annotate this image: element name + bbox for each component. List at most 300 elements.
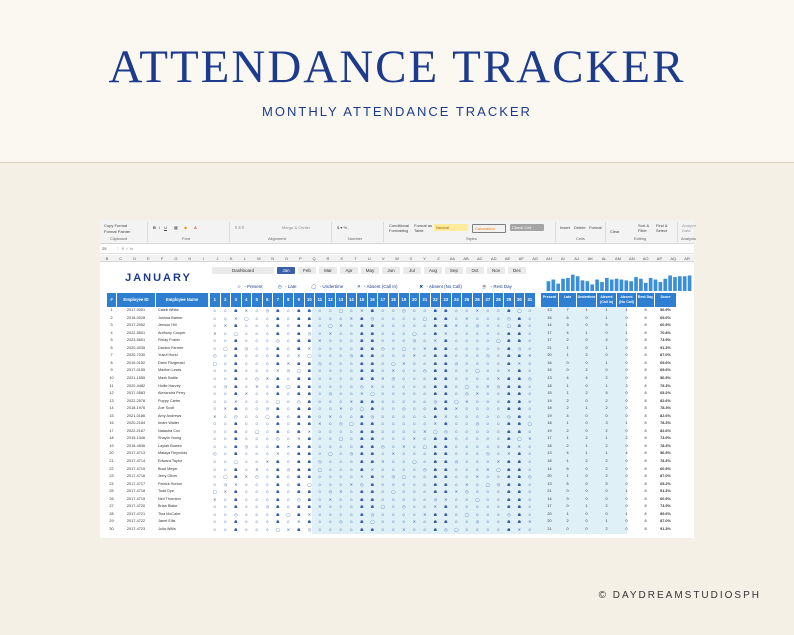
day-status[interactable]: ☺ xyxy=(401,421,406,427)
column-letter[interactable]: F xyxy=(160,256,164,261)
day-status[interactable]: ☺ xyxy=(454,511,459,517)
day-status[interactable]: ☺ xyxy=(223,436,228,442)
day-status[interactable]: ◯ xyxy=(244,315,249,321)
day-status[interactable]: ☗ xyxy=(433,413,438,419)
day-status[interactable]: ☺ xyxy=(349,383,354,389)
column-letter[interactable]: O xyxy=(284,256,289,261)
day-status[interactable]: ☗ xyxy=(507,330,511,336)
day-status[interactable]: ☗ xyxy=(307,436,312,442)
day-status[interactable]: ☗ xyxy=(276,496,280,502)
day-status[interactable]: ☗ xyxy=(297,406,301,412)
day-status[interactable]: ☺ xyxy=(265,353,270,359)
day-status[interactable]: ☺ xyxy=(380,436,385,442)
day-status[interactable]: ☺ xyxy=(244,451,249,457)
day-status[interactable]: ☺ xyxy=(265,451,270,457)
day-status[interactable]: ☺ xyxy=(254,504,259,510)
day-status[interactable]: ☺ xyxy=(328,459,333,464)
day-status[interactable]: ☗ xyxy=(307,375,312,381)
day-status[interactable]: ☗ xyxy=(507,353,511,359)
day-status[interactable]: ☺ xyxy=(527,466,532,472)
day-status[interactable]: ☗ xyxy=(507,489,511,495)
day-status[interactable]: ☺ xyxy=(380,308,385,313)
day-status[interactable]: ☺ xyxy=(422,353,427,359)
column-letter[interactable]: L xyxy=(243,256,247,261)
day-status[interactable]: ☺ xyxy=(412,466,417,472)
day-status[interactable]: ◯ xyxy=(275,398,281,404)
day-status[interactable]: ✕ xyxy=(213,413,217,419)
day-status[interactable]: ☺ xyxy=(412,504,417,510)
day-status[interactable]: ☺ xyxy=(475,338,480,344)
day-status[interactable]: ✕ xyxy=(423,511,427,517)
day-status[interactable]: ☺ xyxy=(412,391,417,397)
day-status[interactable]: ☺ xyxy=(223,466,228,472)
day-status[interactable]: ◷ xyxy=(307,330,312,336)
day-status[interactable]: ☺ xyxy=(244,459,249,464)
day-status[interactable]: ☺ xyxy=(244,330,249,336)
day-status[interactable]: ☗ xyxy=(360,338,364,344)
day-status[interactable]: ◷ xyxy=(475,519,480,525)
day-status[interactable]: ☺ xyxy=(454,353,459,359)
day-status[interactable]: ☺ xyxy=(317,330,322,336)
day-status[interactable]: ☺ xyxy=(328,511,333,517)
day-status[interactable]: ☺ xyxy=(254,413,259,419)
day-status[interactable]: ◷ xyxy=(391,375,396,381)
day-status[interactable]: ✕ xyxy=(507,451,511,457)
day-status[interactable]: ☗ xyxy=(297,474,301,480)
day-status[interactable]: ✕ xyxy=(496,459,501,464)
day-status[interactable]: ☺ xyxy=(422,375,427,381)
day-status[interactable]: ☺ xyxy=(485,391,490,397)
day-status[interactable]: ☺ xyxy=(391,345,396,351)
day-status[interactable]: ☺ xyxy=(401,519,406,525)
day-status[interactable]: ✕ xyxy=(528,353,532,359)
day-status[interactable]: ☺ xyxy=(328,360,333,366)
day-status[interactable]: ☺ xyxy=(475,413,480,419)
day-status[interactable]: ◷ xyxy=(339,421,343,427)
day-status[interactable]: ☺ xyxy=(254,338,259,344)
day-status[interactable]: ☺ xyxy=(496,360,501,366)
day-status[interactable]: ☺ xyxy=(496,323,501,329)
day-status[interactable]: ☺ xyxy=(464,421,469,427)
day-status[interactable]: ☗ xyxy=(276,428,280,434)
day-status[interactable]: ☺ xyxy=(412,451,417,457)
day-status[interactable]: ✕ xyxy=(475,308,480,313)
day-status[interactable]: ◷ xyxy=(213,353,217,359)
day-status[interactable]: ☺ xyxy=(391,519,396,525)
day-status[interactable]: ☗ xyxy=(507,466,511,472)
day-status[interactable]: ☺ xyxy=(380,489,385,495)
day-status[interactable]: ☗ xyxy=(297,375,301,381)
day-status[interactable]: ☺ xyxy=(380,353,385,359)
clear-button[interactable]: Clear xyxy=(610,229,620,234)
table-row[interactable] xyxy=(100,503,694,510)
day-status[interactable]: ☺ xyxy=(401,459,406,464)
day-status[interactable]: ☗ xyxy=(444,474,448,480)
day-status[interactable]: ☺ xyxy=(212,375,217,381)
day-status[interactable]: ☺ xyxy=(454,481,459,487)
day-status[interactable]: ☺ xyxy=(485,421,490,427)
day-status[interactable]: ☺ xyxy=(254,481,259,487)
day-status[interactable]: ☗ xyxy=(433,323,438,329)
day-status[interactable]: ☺ xyxy=(212,421,217,427)
table-row[interactable] xyxy=(100,375,694,382)
day-status[interactable]: ☺ xyxy=(380,451,385,457)
day-status[interactable]: ☺ xyxy=(401,353,406,359)
day-status[interactable]: ☺ xyxy=(338,443,343,449)
day-status[interactable]: ◯ xyxy=(338,436,344,442)
day-status[interactable]: ✕ xyxy=(276,368,280,374)
day-status[interactable]: ◷ xyxy=(244,345,249,351)
day-status[interactable]: ☺ xyxy=(422,398,427,404)
day-status[interactable]: ☗ xyxy=(276,504,280,510)
day-status[interactable]: ☗ xyxy=(360,360,364,366)
day-status[interactable]: ☗ xyxy=(360,511,364,517)
day-status[interactable]: ✕ xyxy=(328,330,333,336)
column-letter[interactable]: AL xyxy=(601,256,607,261)
column-letter[interactable]: AI xyxy=(560,256,565,261)
day-status[interactable]: ☗ xyxy=(517,338,522,344)
day-status[interactable]: ☺ xyxy=(485,315,490,321)
column-letter[interactable]: AQ xyxy=(670,256,677,261)
column-letter[interactable]: S xyxy=(340,256,344,261)
day-status[interactable]: ☺ xyxy=(422,383,427,389)
day-status[interactable]: ☗ xyxy=(444,406,448,412)
day-status[interactable]: ✕ xyxy=(433,338,438,344)
table-row[interactable] xyxy=(100,390,694,397)
day-status[interactable]: ✕ xyxy=(286,443,291,449)
day-status[interactable]: ☺ xyxy=(212,383,217,389)
day-status[interactable]: ☺ xyxy=(485,489,490,495)
day-status[interactable]: ☺ xyxy=(422,496,427,502)
day-status[interactable]: ☗ xyxy=(444,308,448,313)
day-status[interactable]: ◷ xyxy=(454,459,459,464)
day-status[interactable]: ✕ xyxy=(234,398,238,404)
day-status[interactable]: ☺ xyxy=(212,338,217,344)
day-status[interactable]: ☺ xyxy=(223,526,228,532)
day-status[interactable]: ☗ xyxy=(307,391,312,397)
day-status[interactable]: ☗ xyxy=(234,383,238,389)
day-status[interactable]: ◷ xyxy=(318,360,322,366)
column-letter[interactable]: J xyxy=(216,256,219,261)
day-status[interactable]: ☗ xyxy=(297,413,301,419)
day-status[interactable]: ✕ xyxy=(454,489,459,495)
day-status[interactable]: ◯ xyxy=(422,443,428,449)
day-status[interactable]: ☺ xyxy=(454,466,459,472)
day-status[interactable]: ☺ xyxy=(349,391,354,397)
day-status[interactable]: ☗ xyxy=(507,406,511,412)
day-status[interactable]: ☗ xyxy=(433,391,438,397)
day-status[interactable]: ◯ xyxy=(212,489,218,495)
day-status[interactable]: ☺ xyxy=(527,526,532,532)
tab-dashboard[interactable]: Dashboard xyxy=(212,267,274,274)
day-status[interactable]: ☺ xyxy=(328,466,333,472)
day-status[interactable]: ◯ xyxy=(296,368,302,374)
day-status[interactable]: ☗ xyxy=(360,421,364,427)
day-status[interactable]: ☗ xyxy=(276,315,280,321)
day-status[interactable]: ☺ xyxy=(485,443,490,449)
day-status[interactable]: ☗ xyxy=(234,353,238,359)
day-status[interactable]: ☺ xyxy=(412,474,417,480)
day-status[interactable]: ☺ xyxy=(412,398,417,404)
day-status[interactable]: ☺ xyxy=(464,413,469,419)
day-status[interactable]: ☺ xyxy=(496,474,501,480)
underline-icon[interactable]: U xyxy=(164,225,167,230)
day-status[interactable]: ☺ xyxy=(475,406,480,412)
day-status[interactable]: ☺ xyxy=(412,323,417,329)
day-status[interactable]: ☺ xyxy=(338,511,343,517)
day-status[interactable]: ◷ xyxy=(234,413,238,419)
day-status[interactable]: ☗ xyxy=(307,519,312,525)
day-status[interactable]: ☺ xyxy=(317,398,322,404)
day-status[interactable]: ◷ xyxy=(528,474,532,480)
day-status[interactable]: ☗ xyxy=(507,345,511,351)
day-status[interactable]: ☗ xyxy=(276,353,280,359)
day-status[interactable]: ☺ xyxy=(349,489,354,495)
day-status[interactable]: ☺ xyxy=(212,526,217,532)
day-status[interactable]: ◷ xyxy=(454,360,459,366)
day-status[interactable]: ☺ xyxy=(527,428,532,434)
day-status[interactable]: ☺ xyxy=(464,406,469,412)
day-status[interactable]: ☺ xyxy=(412,428,417,434)
day-status[interactable]: ☺ xyxy=(223,353,228,359)
day-status[interactable]: ☗ xyxy=(517,466,522,472)
day-status[interactable]: ☺ xyxy=(422,436,427,442)
day-status[interactable]: ☺ xyxy=(244,504,249,510)
day-status[interactable]: ☗ xyxy=(297,526,301,532)
day-status[interactable]: ☗ xyxy=(234,519,238,525)
day-status[interactable]: ☺ xyxy=(454,368,459,374)
day-status[interactable]: ✕ xyxy=(433,421,438,427)
day-status[interactable]: ☗ xyxy=(507,526,511,532)
day-status[interactable]: ☺ xyxy=(254,451,259,457)
day-status[interactable]: ☺ xyxy=(349,519,354,525)
day-status[interactable]: ☺ xyxy=(254,443,259,449)
day-status[interactable]: ☺ xyxy=(485,308,490,313)
day-status[interactable]: ☺ xyxy=(496,421,501,427)
day-status[interactable]: ◷ xyxy=(402,406,406,412)
column-letter[interactable]: AO xyxy=(642,256,649,261)
day-status[interactable]: ☗ xyxy=(307,308,312,313)
day-status[interactable]: ◷ xyxy=(255,375,259,381)
day-status[interactable]: ✕ xyxy=(339,489,343,495)
day-status[interactable]: ✕ xyxy=(433,504,438,510)
day-status[interactable]: ☗ xyxy=(433,474,438,480)
day-status[interactable]: ☺ xyxy=(328,481,333,487)
day-status[interactable]: ☺ xyxy=(317,308,322,313)
day-status[interactable]: ☺ xyxy=(485,345,490,351)
day-status[interactable]: ☺ xyxy=(454,496,459,502)
day-status[interactable]: ☗ xyxy=(517,489,522,495)
day-status[interactable]: ✕ xyxy=(244,474,249,480)
day-status[interactable]: ☺ xyxy=(349,338,354,344)
day-status[interactable]: ☗ xyxy=(370,436,375,442)
day-status[interactable]: ☺ xyxy=(317,436,322,442)
day-status[interactable]: ☺ xyxy=(527,504,532,510)
day-status[interactable]: ✕ xyxy=(328,413,333,419)
day-status[interactable]: ☗ xyxy=(360,323,364,329)
border-icon[interactable]: ▦ xyxy=(174,225,178,230)
day-status[interactable]: ☺ xyxy=(254,315,259,321)
day-status[interactable]: ☗ xyxy=(507,308,511,313)
day-status[interactable]: ☺ xyxy=(475,383,480,389)
day-status[interactable]: ☺ xyxy=(401,451,406,457)
day-status[interactable]: ◷ xyxy=(433,496,438,502)
day-status[interactable]: ☗ xyxy=(444,481,448,487)
day-status[interactable]: ☺ xyxy=(464,345,469,351)
day-status[interactable]: ☺ xyxy=(286,353,291,359)
column-letter[interactable]: Q xyxy=(312,256,316,261)
day-status[interactable]: ☗ xyxy=(276,360,280,366)
column-letter[interactable]: AJ xyxy=(574,256,579,261)
day-status[interactable]: ☗ xyxy=(360,436,364,442)
day-status[interactable]: ◯ xyxy=(359,406,365,412)
day-status[interactable]: ☺ xyxy=(380,338,385,344)
day-status[interactable]: ◯ xyxy=(328,451,333,457)
paste-button[interactable]: Copy Format xyxy=(104,223,128,228)
day-status[interactable]: ◯ xyxy=(454,398,459,404)
day-status[interactable]: ◷ xyxy=(381,345,385,351)
day-status[interactable]: ☺ xyxy=(422,406,427,412)
table-row[interactable] xyxy=(100,428,694,435)
day-status[interactable]: ☺ xyxy=(317,353,322,359)
day-status[interactable]: ☺ xyxy=(328,345,333,351)
day-status[interactable]: ☺ xyxy=(212,315,217,321)
day-status[interactable]: ☗ xyxy=(370,459,375,464)
day-status[interactable]: ☺ xyxy=(286,496,291,502)
day-status[interactable]: ◯ xyxy=(475,368,480,374)
day-status[interactable]: ☺ xyxy=(422,519,427,525)
column-letter[interactable]: AD xyxy=(490,256,497,261)
day-status[interactable]: ☺ xyxy=(527,443,532,449)
day-status[interactable]: ☺ xyxy=(328,428,333,434)
day-status[interactable]: ☺ xyxy=(412,315,417,321)
day-status[interactable]: ☺ xyxy=(338,451,343,457)
day-status[interactable]: ☺ xyxy=(223,443,228,449)
day-status[interactable]: ☺ xyxy=(422,504,427,510)
day-status[interactable]: ☗ xyxy=(370,489,375,495)
day-status[interactable]: ☺ xyxy=(422,391,427,397)
day-status[interactable]: ☺ xyxy=(422,330,427,336)
table-row[interactable] xyxy=(100,345,694,352)
day-status[interactable]: ☺ xyxy=(464,323,469,329)
day-status[interactable]: ✕ xyxy=(349,315,354,321)
day-status[interactable]: ✕ xyxy=(360,308,364,313)
day-status[interactable]: ☺ xyxy=(286,345,291,351)
day-status[interactable]: ☺ xyxy=(338,383,343,389)
day-status[interactable]: ☗ xyxy=(360,466,364,472)
day-status[interactable]: ☺ xyxy=(286,451,291,457)
day-status[interactable]: ☺ xyxy=(454,383,459,389)
day-status[interactable]: ☺ xyxy=(328,398,333,404)
day-status[interactable]: ◯ xyxy=(412,330,417,336)
day-status[interactable]: ☺ xyxy=(496,443,501,449)
day-status[interactable]: ☗ xyxy=(307,338,312,344)
day-status[interactable]: ☺ xyxy=(422,474,427,480)
day-status[interactable]: ☗ xyxy=(297,323,301,329)
column-letter[interactable]: AH xyxy=(546,256,552,261)
day-status[interactable]: ☗ xyxy=(517,481,522,487)
day-status[interactable]: ☺ xyxy=(454,375,459,381)
table-row[interactable] xyxy=(100,360,694,367)
day-status[interactable]: ☺ xyxy=(212,308,217,313)
day-status[interactable]: ◷ xyxy=(475,323,480,329)
column-letter[interactable]: AN xyxy=(629,256,635,261)
day-status[interactable]: ☺ xyxy=(338,496,343,502)
day-status[interactable]: ☺ xyxy=(223,375,228,381)
day-status[interactable]: ☺ xyxy=(380,330,385,336)
day-status[interactable]: ☺ xyxy=(265,315,270,321)
day-status[interactable]: ◯ xyxy=(380,504,386,510)
day-status[interactable]: ☗ xyxy=(444,375,448,381)
day-status[interactable]: ☗ xyxy=(370,353,375,359)
day-status[interactable]: ☺ xyxy=(244,511,249,517)
day-status[interactable]: ☺ xyxy=(485,330,490,336)
day-status[interactable]: ☗ xyxy=(307,383,312,389)
day-status[interactable]: ☺ xyxy=(391,353,396,359)
column-letter[interactable]: R xyxy=(326,256,330,261)
day-status[interactable]: ☗ xyxy=(370,526,375,532)
day-status[interactable]: ☺ xyxy=(527,489,532,495)
tab-mar[interactable]: Mar xyxy=(319,267,337,274)
day-status[interactable]: ✕ xyxy=(307,345,312,351)
day-status[interactable]: ☗ xyxy=(297,308,301,313)
day-status[interactable]: ☺ xyxy=(475,443,480,449)
day-status[interactable]: ☗ xyxy=(234,526,238,532)
day-status[interactable]: ☗ xyxy=(234,368,238,374)
day-status[interactable]: ☗ xyxy=(517,406,522,412)
day-status[interactable]: ◯ xyxy=(496,466,501,472)
day-status[interactable]: ☺ xyxy=(391,391,396,397)
day-status[interactable]: ☺ xyxy=(286,308,291,313)
day-status[interactable]: ✕ xyxy=(349,481,354,487)
day-status[interactable]: ☗ xyxy=(517,368,522,374)
day-status[interactable]: ☗ xyxy=(433,519,438,525)
day-status[interactable]: ☺ xyxy=(244,338,249,344)
day-status[interactable]: ☺ xyxy=(223,368,228,374)
day-status[interactable]: ☗ xyxy=(444,459,448,464)
day-status[interactable]: ◷ xyxy=(234,511,238,517)
day-status[interactable]: ☗ xyxy=(433,330,438,336)
day-status[interactable]: ☺ xyxy=(391,466,396,472)
day-status[interactable]: ☗ xyxy=(360,375,364,381)
column-letter[interactable]: D xyxy=(133,256,136,261)
column-letter[interactable]: N xyxy=(271,256,275,261)
day-status[interactable]: ◷ xyxy=(381,443,385,449)
day-status[interactable]: ☺ xyxy=(422,489,427,495)
day-status[interactable]: ✕ xyxy=(391,451,396,457)
day-status[interactable]: ◷ xyxy=(276,436,280,442)
day-status[interactable]: ☗ xyxy=(297,428,301,434)
day-status[interactable]: ☗ xyxy=(360,451,364,457)
delete-button[interactable]: Delete xyxy=(574,225,586,230)
day-status[interactable]: ☗ xyxy=(433,375,438,381)
day-status[interactable]: ☺ xyxy=(380,496,385,502)
day-status[interactable]: ☺ xyxy=(212,519,217,525)
day-status[interactable]: ☺ xyxy=(380,466,385,472)
day-status[interactable]: ☗ xyxy=(517,391,522,397)
day-status[interactable]: ✕ xyxy=(381,459,385,464)
day-status[interactable]: ☺ xyxy=(496,436,501,442)
day-status[interactable]: ☗ xyxy=(360,443,364,449)
day-status[interactable]: ◷ xyxy=(402,504,406,510)
table-row[interactable] xyxy=(100,458,694,465)
day-status[interactable]: ☗ xyxy=(444,519,448,525)
day-status[interactable]: ✕ xyxy=(465,315,469,321)
day-status[interactable]: ☺ xyxy=(286,474,291,480)
day-status[interactable]: ◯ xyxy=(223,474,228,480)
tab-jan[interactable]: Jan xyxy=(277,267,295,274)
day-status[interactable]: ◷ xyxy=(297,496,301,502)
